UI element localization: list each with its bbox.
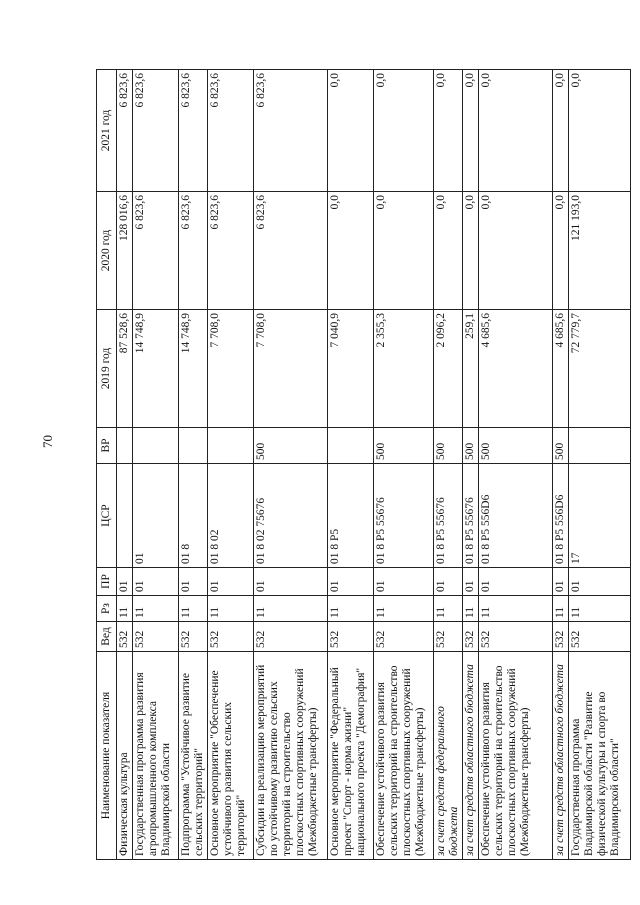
ved-cell: 532	[208, 622, 254, 652]
table-row	[569, 70, 631, 860]
ved-cell: 532	[133, 622, 179, 652]
value-2020-cell: 0,0	[553, 192, 569, 310]
value-2021-cell: 0,0	[553, 70, 569, 192]
value-2019-cell: 2 355,3	[374, 310, 434, 428]
value-2019-cell: 7 708,0	[208, 310, 254, 428]
ved-cell: 532	[569, 622, 631, 652]
name-cell: за счет средств областного бюджета	[553, 652, 569, 860]
value-2020-cell: 128 016,6	[117, 192, 133, 310]
rz-cell: 11	[553, 596, 569, 622]
value-2021-cell: 6 823,6	[208, 70, 254, 192]
name-cell: Субсидии на реализацию мероприятий по устойчивому развитию сельских территорий на строительство плоскостных спортивных сооружений (Межбюджетные трансферты)	[254, 652, 328, 860]
rz-cell: 11	[479, 596, 553, 622]
vr-cell	[133, 428, 179, 464]
vr-cell	[117, 428, 133, 464]
value-2020-cell: 6 823,6	[179, 192, 208, 310]
ved-cell: 532	[374, 622, 434, 652]
page-number: 70	[40, 435, 55, 448]
table-row	[179, 70, 208, 860]
name-cell: за счет средств областного бюджета	[463, 652, 479, 860]
csr-cell: 01 8 P5	[328, 464, 374, 568]
vr-cell: 500	[463, 428, 479, 464]
value-2019-cell: 72 779,7	[569, 310, 631, 428]
value-2019-cell: 4 685,6	[553, 310, 569, 428]
vr-cell	[569, 428, 631, 464]
ved-cell: 532	[463, 622, 479, 652]
pr-cell: 01	[208, 568, 254, 596]
table-row	[133, 70, 179, 860]
name-cell: Обеспечение устойчивого развития сельских территорий на строительство плоскостных спортивных сооружений (Межбюджетные трансферты)	[374, 652, 434, 860]
vr-cell	[179, 428, 208, 464]
pr-cell: 01	[479, 568, 553, 596]
header-cell: Вед	[97, 622, 117, 652]
pr-cell: 01	[569, 568, 631, 596]
value-2019-cell: 87 528,6	[117, 310, 133, 428]
rz-cell: 11	[328, 596, 374, 622]
table-row	[434, 70, 463, 860]
header-cell: 2020 год	[97, 192, 117, 310]
value-2021-cell: 6 823,6	[254, 70, 328, 192]
csr-cell: 01 8 P5 55676	[374, 464, 434, 568]
rz-cell: 11	[179, 596, 208, 622]
rz-cell: 11	[374, 596, 434, 622]
name-cell: за счет средств федерального бюджета	[434, 652, 463, 860]
csr-cell	[117, 464, 133, 568]
value-2021-cell: 0,0	[434, 70, 463, 192]
value-2020-cell: 6 823,6	[208, 192, 254, 310]
header-cell: ПР	[97, 568, 117, 596]
vr-cell: 500	[553, 428, 569, 464]
value-2019-cell: 14 748,9	[133, 310, 179, 428]
ved-cell: 532	[328, 622, 374, 652]
table-row	[208, 70, 254, 860]
header-cell: ЦСР	[97, 464, 117, 568]
name-cell: Обеспечение устойчивого развития сельских территорий на строительство плоскостных спортивных сооружений (Межбюджетные трансферты)	[479, 652, 553, 860]
rz-cell: 11	[254, 596, 328, 622]
csr-cell: 01 8 P5 556D6	[479, 464, 553, 568]
csr-cell: 01 8 P5 556D6	[553, 464, 569, 568]
value-2019-cell: 2 096,2	[434, 310, 463, 428]
value-2020-cell: 6 823,6	[254, 192, 328, 310]
ved-cell: 532	[179, 622, 208, 652]
csr-cell: 01	[133, 464, 179, 568]
pr-cell: 01	[133, 568, 179, 596]
pr-cell: 01	[179, 568, 208, 596]
rz-cell: 11	[117, 596, 133, 622]
vr-cell: 500	[479, 428, 553, 464]
value-2021-cell: 6 823,6	[179, 70, 208, 192]
rz-cell: 11	[133, 596, 179, 622]
value-2020-cell: 0,0	[328, 192, 374, 310]
rz-cell: 11	[569, 596, 631, 622]
name-cell: Основное мероприятие "Федеральный проект "Спорт - норма жизни" национального проекта "Демография"	[328, 652, 374, 860]
value-2021-cell: 0,0	[479, 70, 553, 192]
vr-cell: 500	[254, 428, 328, 464]
vr-cell: 500	[374, 428, 434, 464]
value-2021-cell: 6 823,6	[117, 70, 133, 192]
pr-cell: 01	[328, 568, 374, 596]
value-2019-cell: 14 748,9	[179, 310, 208, 428]
rz-cell: 11	[208, 596, 254, 622]
value-2020-cell: 121 193,0	[569, 192, 631, 310]
vr-cell	[328, 428, 374, 464]
value-2020-cell: 0,0	[463, 192, 479, 310]
table-row	[463, 70, 479, 860]
name-cell: Основное мероприятие "Обеспечение устойчивого развития сельских территорий"	[208, 652, 254, 860]
value-2020-cell: 0,0	[434, 192, 463, 310]
ved-cell: 532	[117, 622, 133, 652]
rz-cell: 11	[434, 596, 463, 622]
value-2020-cell: 0,0	[374, 192, 434, 310]
header-cell: Рз	[97, 596, 117, 622]
value-2019-cell: 259,1	[463, 310, 479, 428]
name-cell: Государственная программа Владимирской области "Развитие физической культуры и спорта во Владимирской области"	[569, 652, 631, 860]
pr-cell: 01	[117, 568, 133, 596]
value-2021-cell: 0,0	[328, 70, 374, 192]
header-cell: 2019 год	[97, 310, 117, 428]
value-2020-cell: 6 823,6	[133, 192, 179, 310]
header-cell: Наименование показателя	[97, 652, 117, 860]
header-cell: 2021 год	[97, 70, 117, 192]
csr-cell: 17	[569, 464, 631, 568]
value-2019-cell: 7 708,0	[254, 310, 328, 428]
pr-cell: 01	[434, 568, 463, 596]
value-2021-cell: 0,0	[374, 70, 434, 192]
csr-cell: 01 8 P5 55676	[434, 464, 463, 568]
value-2020-cell: 0,0	[479, 192, 553, 310]
header-row	[97, 70, 117, 860]
vr-cell	[208, 428, 254, 464]
table-row	[553, 70, 569, 860]
table-row	[479, 70, 553, 860]
csr-cell: 01 8 P5 55676	[463, 464, 479, 568]
value-2021-cell: 0,0	[463, 70, 479, 192]
table-row	[117, 70, 133, 860]
pr-cell: 01	[553, 568, 569, 596]
pr-cell: 01	[254, 568, 328, 596]
name-cell: Физическая культура	[117, 652, 133, 860]
value-2021-cell: 6 823,6	[133, 70, 179, 192]
table-row	[328, 70, 374, 860]
ved-cell: 532	[434, 622, 463, 652]
ved-cell: 532	[553, 622, 569, 652]
pr-cell: 01	[374, 568, 434, 596]
table-row	[254, 70, 328, 860]
csr-cell: 01 8	[179, 464, 208, 568]
ved-cell: 532	[479, 622, 553, 652]
budget-table	[96, 69, 631, 860]
table-row	[374, 70, 434, 860]
name-cell: Государственная программа развития агропромышленного комплекса Владимирской области	[133, 652, 179, 860]
ved-cell: 532	[254, 622, 328, 652]
pr-cell: 01	[463, 568, 479, 596]
value-2019-cell: 4 685,6	[479, 310, 553, 428]
csr-cell: 01 8 02	[208, 464, 254, 568]
header-cell: ВР	[97, 428, 117, 464]
rotated-table-wrapper	[96, 70, 621, 860]
csr-cell: 01 8 02 75676	[254, 464, 328, 568]
value-2021-cell: 0,0	[569, 70, 631, 192]
vr-cell: 500	[434, 428, 463, 464]
rz-cell: 11	[463, 596, 479, 622]
name-cell: Подпрограмма "Устойчивое развитие сельских территорий"	[179, 652, 208, 860]
value-2019-cell: 7 040,9	[328, 310, 374, 428]
